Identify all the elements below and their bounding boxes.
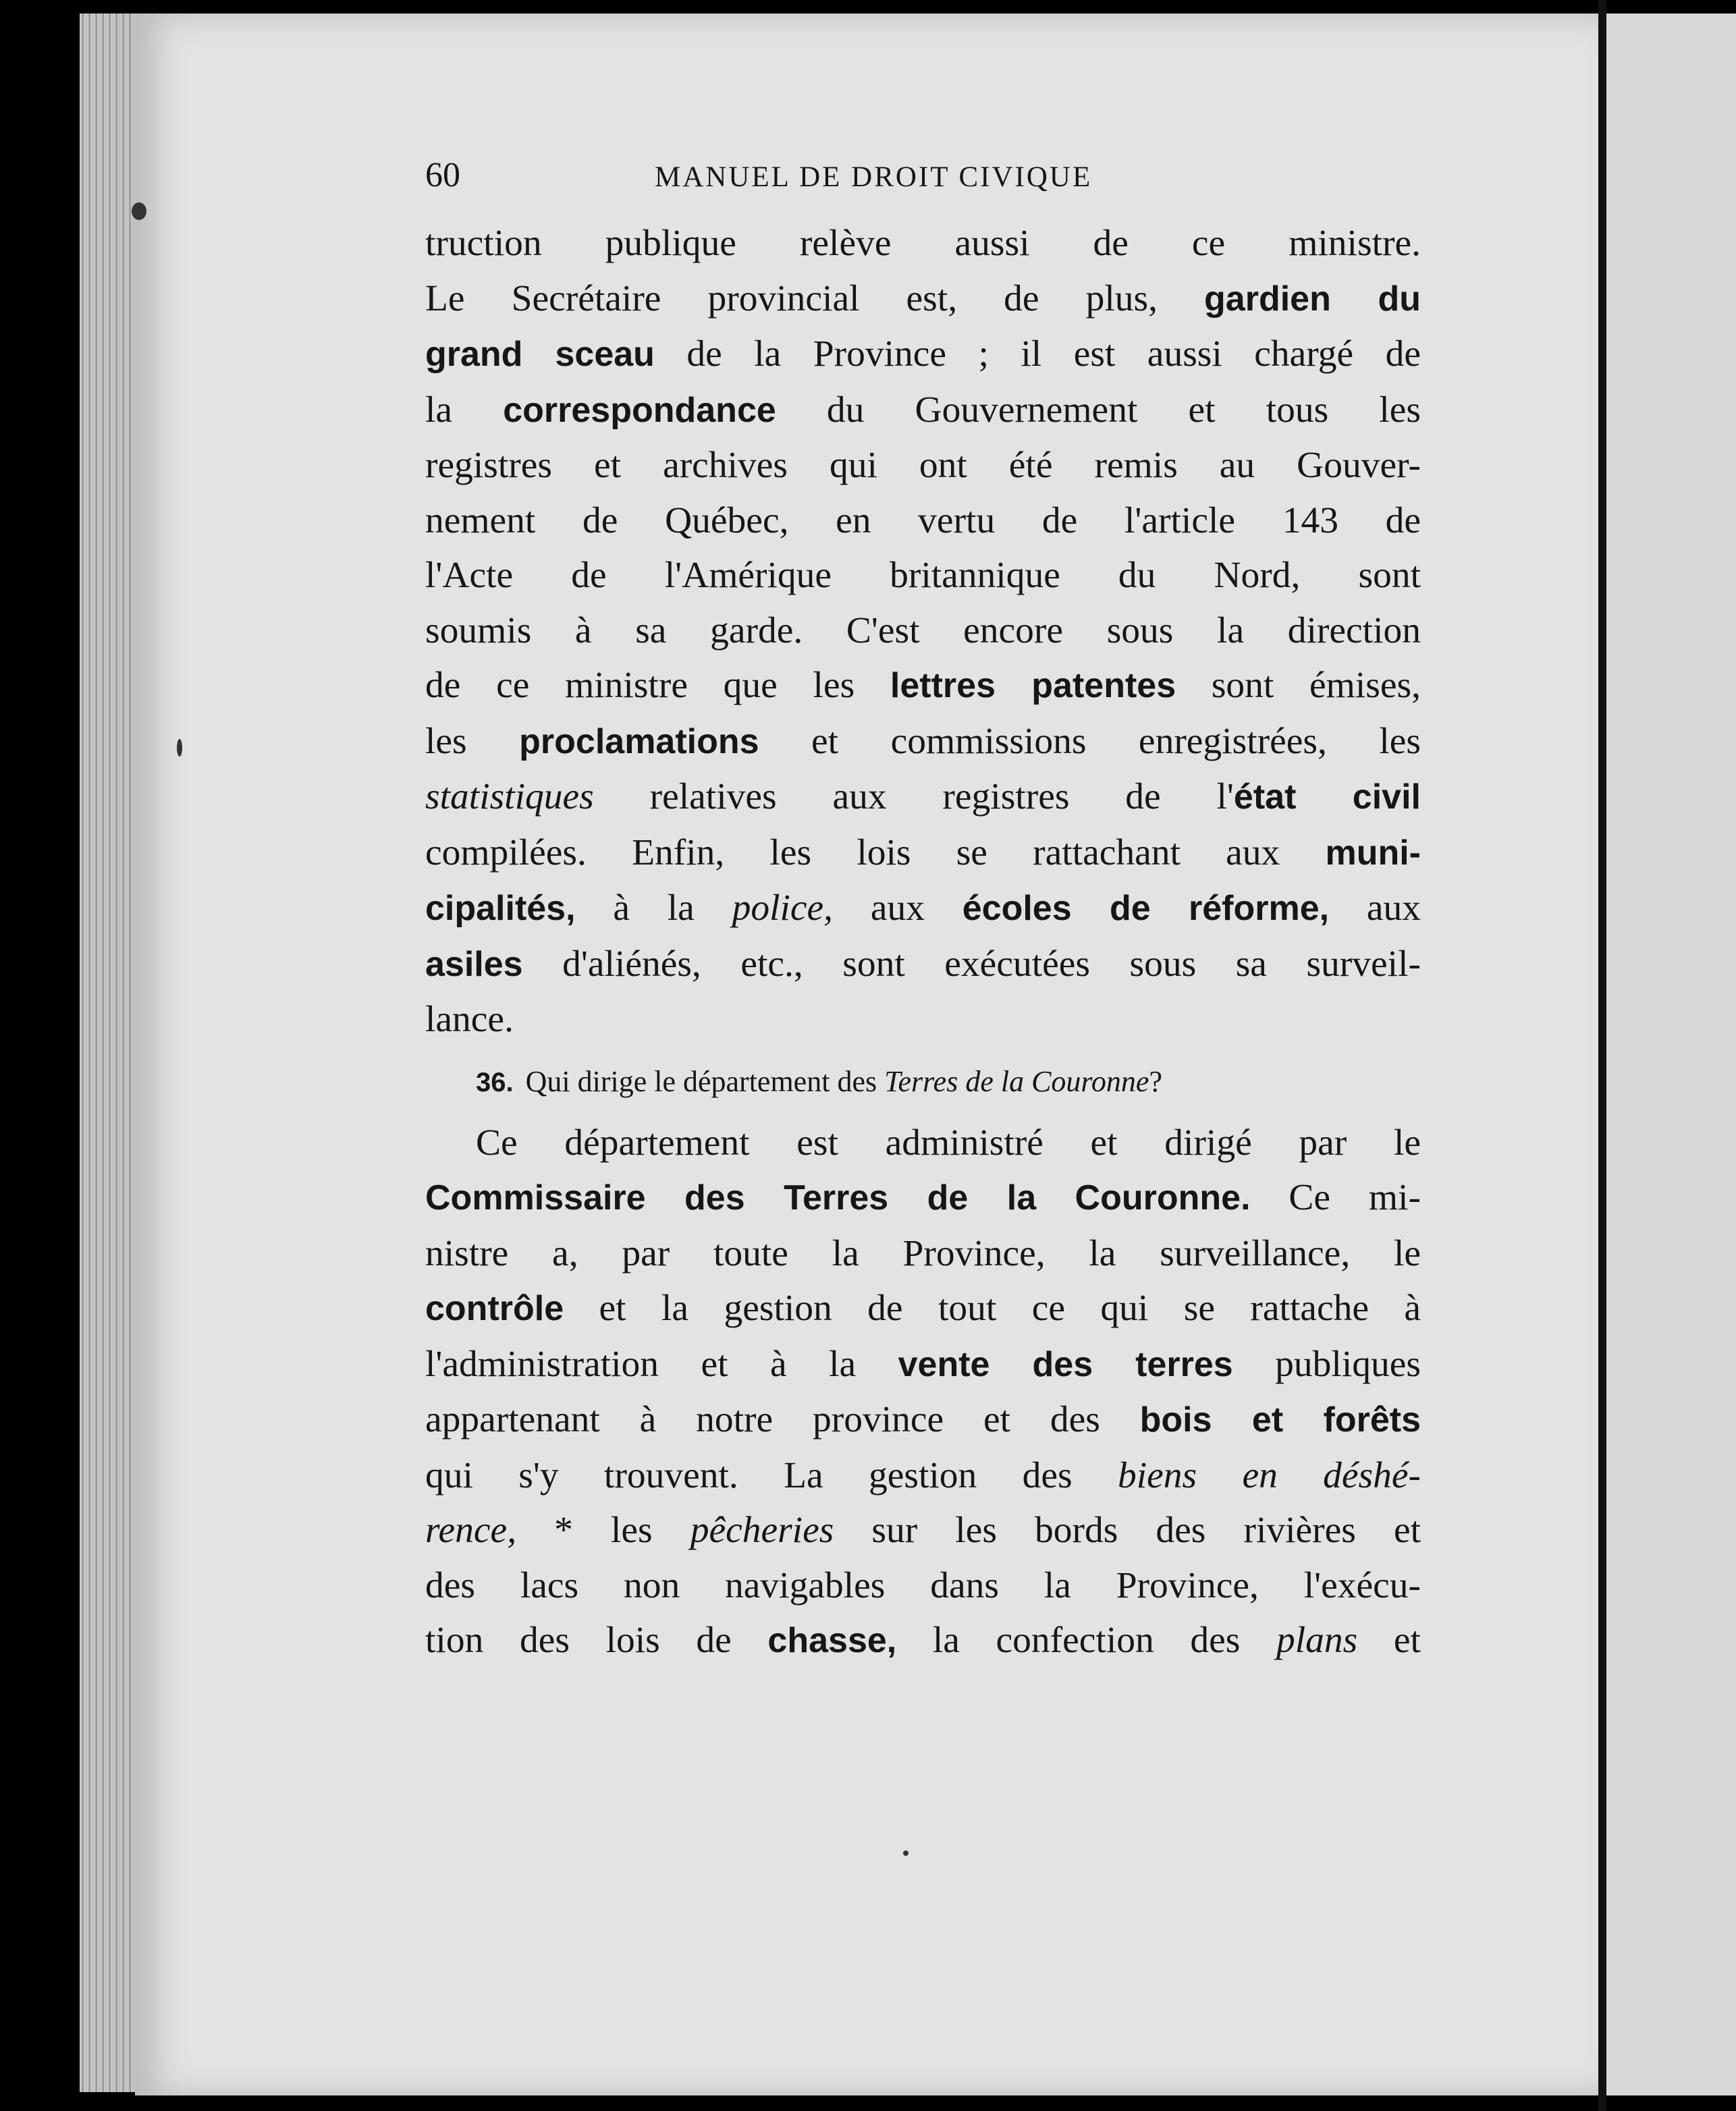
- italic-term: pêcheries: [690, 1510, 834, 1551]
- text-span: l'Acte de l'Amérique britannique du Nord, sont: [425, 555, 1421, 596]
- text-span: Ce mi-: [1250, 1177, 1421, 1218]
- text-line: [425, 1392, 1421, 1448]
- text-line: [425, 493, 1421, 549]
- bold-term: proclamations: [519, 721, 759, 761]
- text-span: et: [1357, 1620, 1421, 1661]
- text-span: aux: [833, 887, 962, 929]
- text-span: du Gouvernement et tous les: [776, 389, 1421, 431]
- bold-term: correspondance: [503, 390, 776, 430]
- question-36: [425, 1058, 1421, 1106]
- bold-term: état civil: [1233, 777, 1421, 817]
- text-span: des lacs non navigables dans la Province, l'exécu-: [425, 1564, 1421, 1606]
- running-title: MANUEL DE DROIT CIVIQUE: [655, 161, 1093, 193]
- text-span: appartenant à notre province et des: [425, 1399, 1140, 1440]
- text-span: et commissions enregistrées, les: [759, 720, 1421, 762]
- text-line: [425, 1281, 1421, 1337]
- text-line: [425, 216, 1421, 271]
- question-italic-term: Terres de la Couronne: [884, 1064, 1149, 1098]
- text-line: [425, 1226, 1421, 1282]
- text-span: compilées. Enfin, les lois se rattachant aux: [425, 831, 1326, 873]
- text-line: [425, 1558, 1421, 1614]
- text-span: aux: [1329, 887, 1421, 929]
- bold-term: écoles de réforme,: [962, 889, 1330, 928]
- text-span: registres et archives qui ont été remis au Gouver-: [425, 445, 1421, 486]
- bold-term: cipalités,: [425, 889, 576, 928]
- text-line: [425, 714, 1421, 770]
- text-span: la confection des: [896, 1620, 1277, 1661]
- text-span: Le Secrétaire provincial est, de plus,: [425, 277, 1205, 319]
- text-span: sont émises,: [1176, 665, 1421, 706]
- text-line: [425, 603, 1421, 659]
- bold-term: chasse,: [767, 1621, 897, 1660]
- text-span: les: [425, 720, 520, 762]
- text-span: tion des lois de: [425, 1620, 768, 1661]
- text-span: soumis à sa garde. C'est encore sous la direction: [425, 609, 1421, 651]
- bold-term: lettres patentes: [890, 666, 1176, 705]
- text-span: à la: [575, 887, 732, 929]
- bold-term: grand sceau: [425, 335, 655, 374]
- italic-term: rence,: [425, 1510, 517, 1551]
- text-span: de la Province ; il est aussi chargé de: [654, 333, 1421, 375]
- italic-term: biens en déshé-: [1117, 1454, 1421, 1496]
- text-span: relatives aux registres de l': [593, 776, 1234, 817]
- gutter-shadow: [1598, 0, 1606, 2111]
- text-span: sur les bords des rivières et: [834, 1510, 1421, 1551]
- scan-speck: [903, 1850, 908, 1856]
- text-line: [425, 658, 1421, 714]
- text-span: * les: [516, 1510, 690, 1551]
- text-line: [425, 937, 1421, 993]
- text-line: [425, 548, 1421, 603]
- text-line: [425, 327, 1421, 383]
- italic-term: police,: [732, 887, 834, 929]
- text-line: [425, 992, 1421, 1047]
- bold-term: Commissaire des Terres de la Couronne.: [425, 1178, 1251, 1217]
- bold-term: gardien du: [1204, 279, 1421, 319]
- question-text: Qui dirige le département des: [525, 1064, 885, 1098]
- text-span: nistre a, par toute la Province, la surveillance, le: [425, 1232, 1421, 1274]
- text-span: l'administration et à la: [425, 1343, 898, 1385]
- page-text: [425, 155, 1421, 1669]
- text-line: [425, 881, 1421, 937]
- text-line: [425, 1613, 1421, 1669]
- text-span: qui s'y trouvent. La gestion des: [425, 1454, 1118, 1496]
- text-line: [425, 1337, 1421, 1393]
- italic-term: plans: [1276, 1620, 1358, 1661]
- page-number: 60: [425, 156, 460, 194]
- text-span: lance.: [425, 999, 514, 1040]
- paragraph-terres-couronne: [425, 1116, 1421, 1669]
- text-line: [425, 825, 1421, 881]
- text-span: publiques: [1232, 1343, 1421, 1385]
- running-head: [425, 155, 1421, 216]
- text-span: Ce département est administré et dirigé par le: [476, 1122, 1421, 1163]
- text-line: [425, 1116, 1421, 1171]
- text-line: [425, 271, 1421, 327]
- text-line: [425, 1503, 1421, 1558]
- text-span: truction publique relève aussi de ce ministre.: [425, 223, 1421, 264]
- text-span: de ce ministre que les: [425, 665, 890, 706]
- italic-term: statistiques: [425, 776, 594, 817]
- question-number: 36.: [476, 1067, 514, 1097]
- text-span: et la gestion de tout ce qui se rattache à: [564, 1288, 1421, 1329]
- scan-speck: [177, 739, 182, 757]
- bold-term: contrôle: [425, 1289, 564, 1328]
- bold-term: vente des terres: [898, 1344, 1233, 1384]
- text-line: [425, 769, 1421, 825]
- text-span: nement de Québec, en vertu de l'article 143 de: [425, 499, 1421, 541]
- question-mark: ?: [1149, 1064, 1162, 1098]
- text-line: [425, 383, 1421, 439]
- paragraph-secretaire-provincial: [425, 216, 1421, 1047]
- text-line: [425, 1170, 1421, 1226]
- bold-term: asiles: [425, 944, 523, 984]
- text-span: d'aliénés, etc., sont exécutées sous sa surveil-: [522, 943, 1421, 985]
- facing-page-edge: [1606, 13, 1736, 2095]
- text-line: [425, 1448, 1421, 1504]
- text-line: [425, 438, 1421, 493]
- bold-term: muni-: [1325, 833, 1421, 873]
- bold-term: bois et forêts: [1139, 1400, 1421, 1440]
- scan-speck: [132, 202, 146, 220]
- text-span: la: [425, 389, 504, 431]
